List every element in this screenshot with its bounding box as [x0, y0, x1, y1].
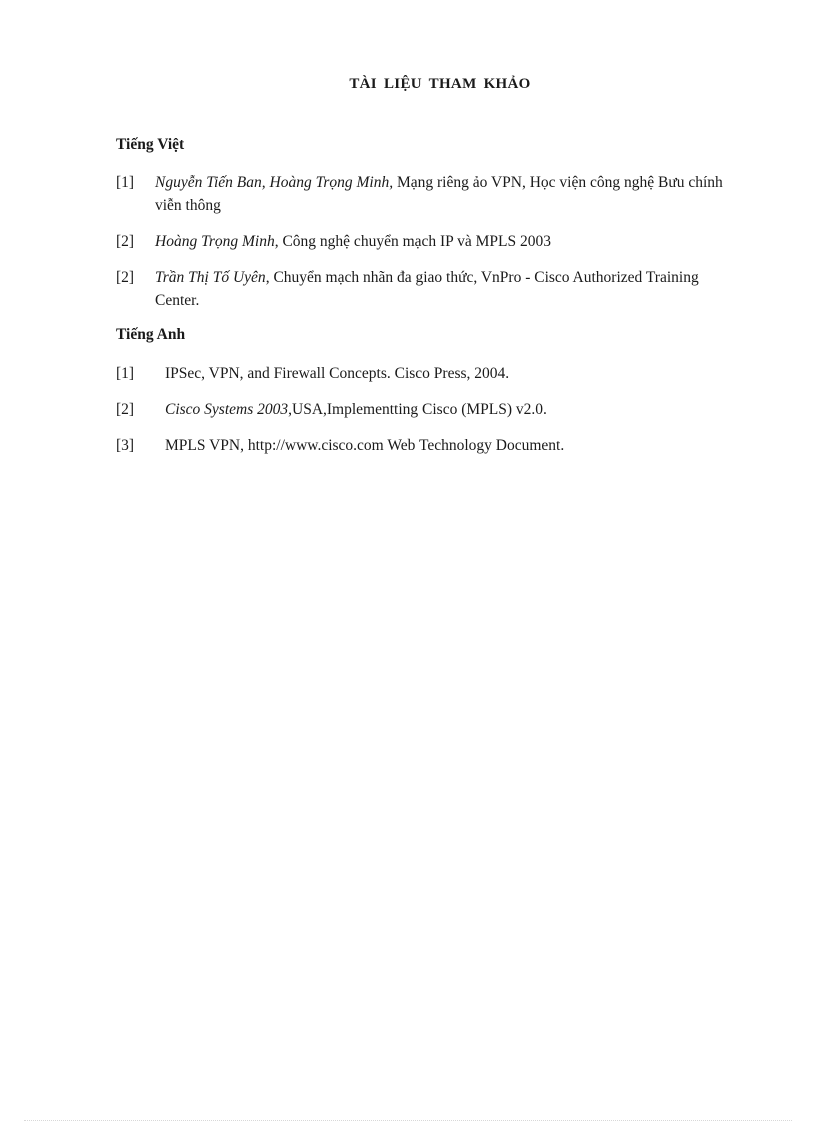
reference-number: [1]: [116, 365, 135, 382]
reference-details: Mạng riêng ảo VPN, Học viện công nghệ Bưu chính viễn thông: [155, 174, 723, 214]
reference-number: [2]: [116, 233, 135, 250]
reference-details: , Công nghệ chuyển mạch IP và MPLS 2003: [274, 233, 551, 250]
page-bottom-divider: [24, 1120, 792, 1121]
reference-author: Cisco Systems 2003: [165, 401, 289, 418]
reference-item: [116, 266, 736, 312]
reference-item: [116, 398, 736, 421]
page-title: TÀI LIỆU THAM KHẢO: [349, 76, 531, 92]
reference-item: [116, 230, 736, 253]
reference-author: Trần Thị Tố Uyên: [155, 269, 266, 286]
section-heading-vietnamese: Tiếng Việt: [116, 136, 185, 153]
reference-number: [2]: [116, 401, 135, 418]
reference-number: [2]: [116, 269, 135, 286]
reference-text: [165, 434, 736, 457]
reference-number: [3]: [116, 437, 135, 454]
reference-details: IPSec, VPN, and Firewall Concepts. Cisco Press, 2004.: [165, 365, 510, 382]
reference-details: ,USA,Implementting Cisco (MPLS) v2.0.: [288, 401, 547, 418]
reference-text: [165, 362, 736, 385]
reference-details: , Chuyển mạch nhãn đa giao thức, VnPro - Cisco Authorized Training Center.: [155, 269, 699, 309]
reference-author: Hoàng Trọng Minh: [155, 233, 275, 250]
reference-text: [165, 398, 736, 421]
reference-number: [1]: [116, 174, 135, 191]
reference-author: Nguyễn Tiến Ban, Hoàng Trọng Minh,: [155, 174, 394, 191]
reference-text: [155, 230, 736, 253]
reference-text: [155, 171, 736, 217]
reference-item: [116, 171, 736, 217]
reference-details: MPLS VPN, http://www.cisco.com Web Technology Document.: [165, 437, 565, 454]
reference-item: [116, 434, 736, 457]
section-heading-english: Tiếng Anh: [116, 326, 186, 343]
reference-item: [116, 362, 736, 385]
reference-text: [155, 266, 736, 312]
